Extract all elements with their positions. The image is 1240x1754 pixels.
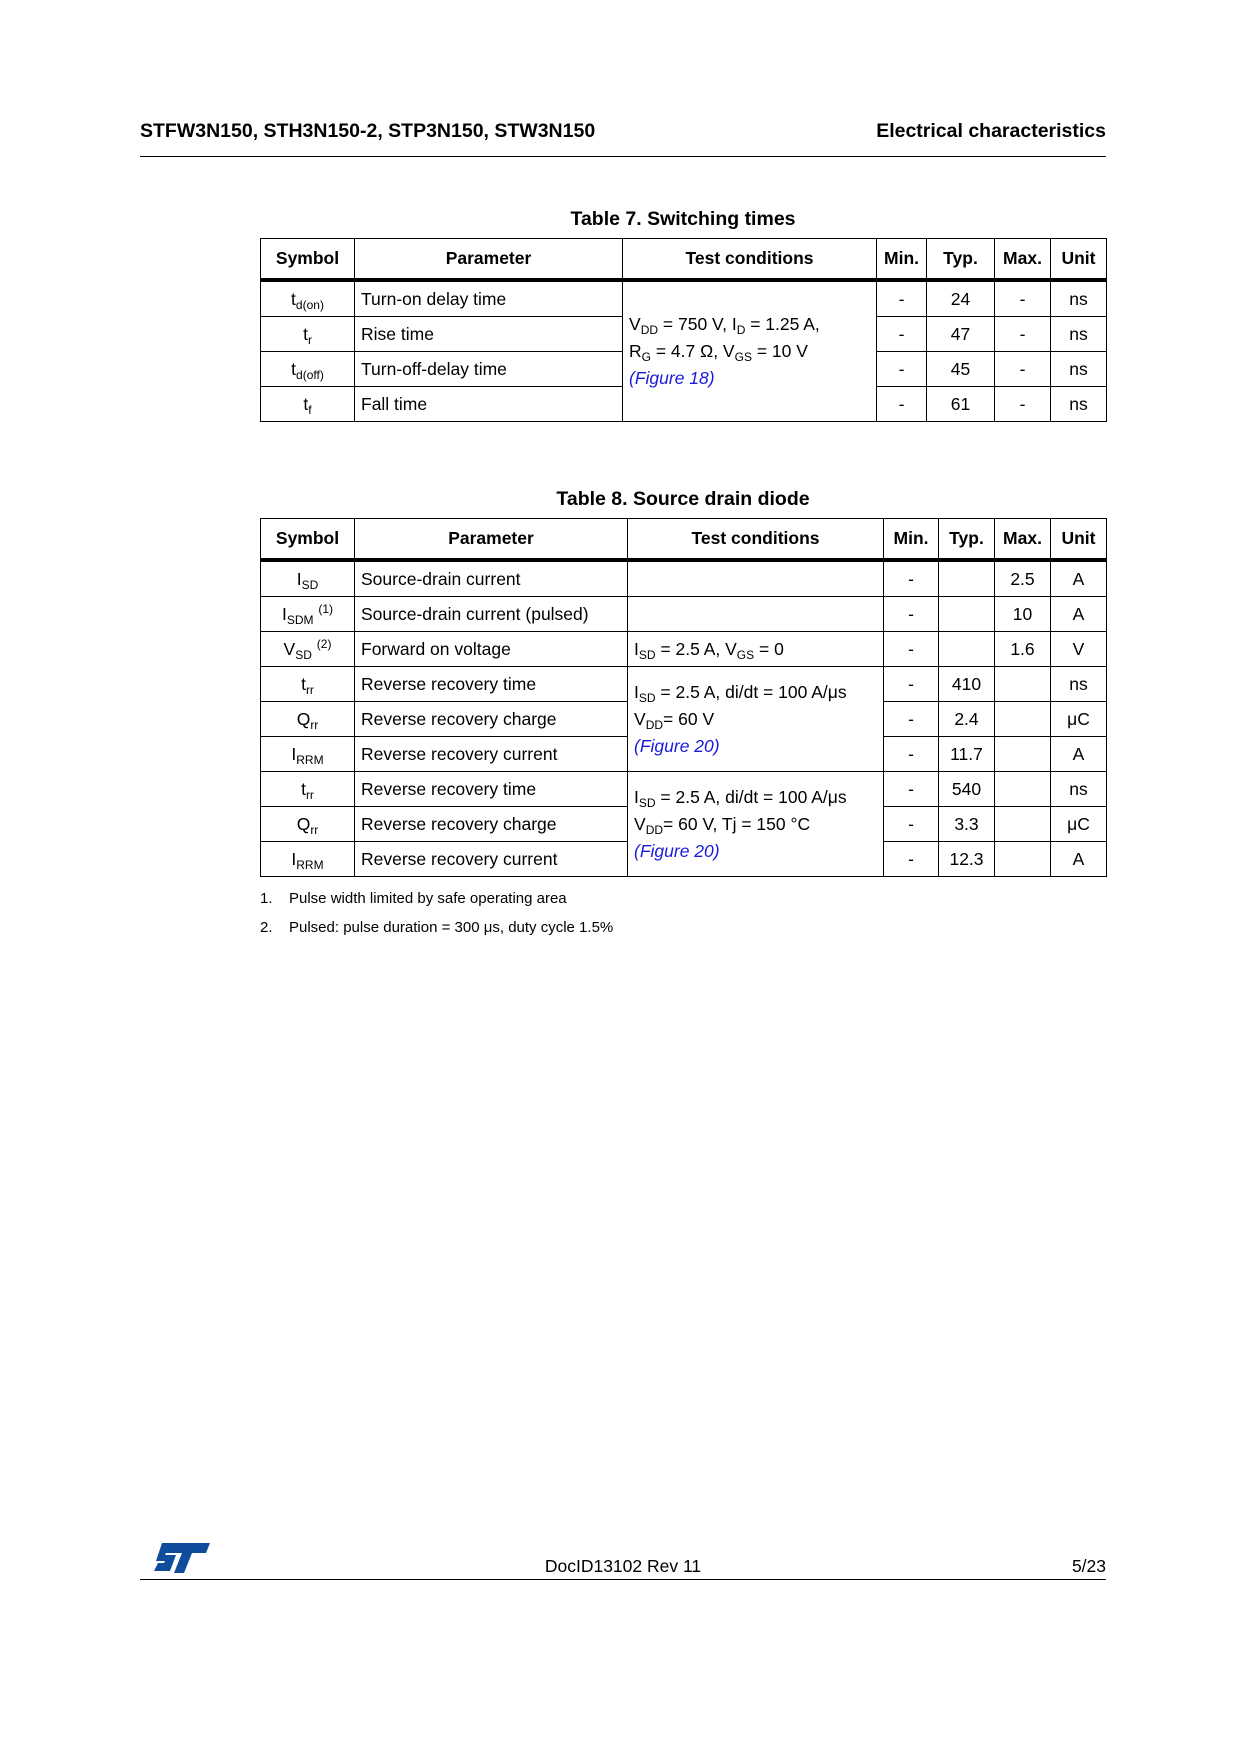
max-cell <box>995 772 1051 807</box>
typ-cell: 2.4 <box>939 702 995 737</box>
col-header: Min. <box>877 239 927 281</box>
unit-cell: ns <box>1051 667 1107 702</box>
unit-cell: A <box>1051 737 1107 772</box>
unit-cell: ns <box>1051 352 1107 387</box>
typ-cell: 410 <box>939 667 995 702</box>
unit-cell: A <box>1051 560 1107 597</box>
col-header: Symbol <box>261 519 355 561</box>
typ-cell: 11.7 <box>939 737 995 772</box>
col-header: Unit <box>1051 239 1107 281</box>
max-cell: - <box>995 280 1051 317</box>
max-cell: - <box>995 387 1051 422</box>
footnote-item: 2. Pulsed: pulse duration = 300 μs, duty cycle 1.5% <box>260 919 614 936</box>
symbol-cell: $I_{RRM}$ <box>261 842 355 877</box>
col-header: Parameter <box>355 239 623 281</box>
parameter-cell: Reverse recovery charge <box>355 702 628 737</box>
symbol-cell: $t_{d(on)}$ <box>261 280 355 317</box>
figure-20-link[interactable]: (Figure 20) <box>634 840 720 861</box>
max-cell <box>995 667 1051 702</box>
parameter-cell: Fall time <box>355 387 623 422</box>
table-row <box>261 560 1107 597</box>
col-header: Typ. <box>927 239 995 281</box>
unit-cell: A <box>1051 842 1107 877</box>
footnote-item: 1. Pulse width limited by safe operating area <box>260 890 567 907</box>
min-cell: - <box>884 597 939 632</box>
table-row <box>261 280 1107 317</box>
max-cell <box>995 842 1051 877</box>
col-header: Typ. <box>939 519 995 561</box>
max-cell <box>995 807 1051 842</box>
unit-cell: ns <box>1051 280 1107 317</box>
symbol-cell: $Q_{rr}$ <box>261 807 355 842</box>
table-row <box>261 667 1107 702</box>
unit-cell: V <box>1051 632 1107 667</box>
page-header <box>140 120 1106 157</box>
symbol-cell: $Q_{rr}$ <box>261 702 355 737</box>
table-row <box>261 772 1107 807</box>
unit-cell: ns <box>1051 772 1107 807</box>
unit-cell: μC <box>1051 807 1107 842</box>
typ-cell <box>939 632 995 667</box>
col-header: Test conditions <box>623 239 877 281</box>
col-header: Max. <box>995 519 1051 561</box>
col-header: Test conditions <box>628 519 884 561</box>
source-drain-diode-table <box>260 518 1107 877</box>
symbol-cell: $V_{SD}$ $^{(2)}$ <box>261 632 355 667</box>
test-conditions-cell: $I_{SD} = 2.5$ A, di/dt = 100 A/μs $V_{DD}= 60$ V, Tj = 150 °C (Figure 20) <box>628 772 884 877</box>
typ-cell: 540 <box>939 772 995 807</box>
parameter-cell: Source-drain current <box>355 560 628 597</box>
test-conditions-cell <box>628 560 884 597</box>
parameter-cell: Reverse recovery time <box>355 772 628 807</box>
min-cell: - <box>877 352 927 387</box>
unit-cell: ns <box>1051 317 1107 352</box>
table-header-row <box>261 519 1107 561</box>
table-footnotes <box>260 890 613 948</box>
min-cell: - <box>884 842 939 877</box>
parameter-cell: Turn-on delay time <box>355 280 623 317</box>
parameter-cell: Reverse recovery time <box>355 667 628 702</box>
col-header: Min. <box>884 519 939 561</box>
symbol-cell: $t_{rr}$ <box>261 667 355 702</box>
header-section-title: Electrical characteristics <box>876 120 1106 142</box>
typ-cell <box>939 560 995 597</box>
col-header: Unit <box>1051 519 1107 561</box>
symbol-cell: $t_{rr}$ <box>261 772 355 807</box>
unit-cell: ns <box>1051 387 1107 422</box>
unit-cell: μC <box>1051 702 1107 737</box>
typ-cell <box>939 597 995 632</box>
table-row <box>261 597 1107 632</box>
test-conditions-cell: $V_{DD} = 750$ V, $I_D = 1.25$ A, $R_G = 4.7$ Ω, $V_{GS} = 10$ V (Figure 18) <box>623 280 877 422</box>
max-cell <box>995 737 1051 772</box>
table7-caption: Table 7. Switching times <box>570 208 796 230</box>
col-header: Symbol <box>261 239 355 281</box>
min-cell: - <box>877 317 927 352</box>
typ-cell: 24 <box>927 280 995 317</box>
symbol-cell: $t_f$ <box>261 387 355 422</box>
figure-20-link[interactable]: (Figure 20) <box>634 735 720 756</box>
symbol-cell: $I_{RRM}$ <box>261 737 355 772</box>
parameter-cell: Source-drain current (pulsed) <box>355 597 628 632</box>
max-cell: - <box>995 317 1051 352</box>
parameter-cell: Rise time <box>355 317 623 352</box>
typ-cell: 47 <box>927 317 995 352</box>
switching-times-table <box>260 238 1107 422</box>
figure-18-link[interactable]: (Figure 18) <box>629 368 715 388</box>
page-number: 5/23 <box>1071 1556 1106 1576</box>
min-cell: - <box>884 702 939 737</box>
test-conditions-cell <box>628 597 884 632</box>
min-cell: - <box>884 632 939 667</box>
parameter-cell: Forward on voltage <box>355 632 628 667</box>
test-conditions-cell: $I_{SD} = 2.5$ A, di/dt = 100 A/μs $V_{DD}= 60$ V (Figure 20) <box>628 667 884 772</box>
doc-id: DocID13102 Rev 11 <box>544 1556 702 1576</box>
symbol-cell: $I_{SDM}$ $^{(1)}$ <box>261 597 355 632</box>
parameter-cell: Reverse recovery current <box>355 842 628 877</box>
symbol-cell: $I_{SD}$ <box>261 560 355 597</box>
parameter-cell: Reverse recovery charge <box>355 807 628 842</box>
min-cell: - <box>884 772 939 807</box>
parameter-cell: Turn-off-delay time <box>355 352 623 387</box>
footnote-ref[interactable]: (2) <box>316 636 332 651</box>
max-cell: 10 <box>995 597 1051 632</box>
symbol-cell: $t_r$ <box>261 317 355 352</box>
table8-caption: Table 8. Source drain diode <box>556 488 810 510</box>
col-header: Parameter <box>355 519 628 561</box>
unit-cell: A <box>1051 597 1107 632</box>
min-cell: - <box>877 387 927 422</box>
min-cell: - <box>884 807 939 842</box>
typ-cell: 12.3 <box>939 842 995 877</box>
min-cell: - <box>884 737 939 772</box>
min-cell: - <box>877 280 927 317</box>
footnote-ref[interactable]: (1) <box>318 601 334 616</box>
max-cell: 1.6 <box>995 632 1051 667</box>
typ-cell: 61 <box>927 387 995 422</box>
parameter-cell: Reverse recovery current <box>355 737 628 772</box>
header-product-list: STFW3N150, STH3N150-2, STP3N150, STW3N150 <box>140 120 596 142</box>
test-conditions-cell: $I_{SD} = 2.5$ A, $V_{GS} = 0$ <box>628 632 884 667</box>
table-row <box>261 632 1107 667</box>
max-cell: - <box>995 352 1051 387</box>
symbol-cell: $t_{d(off)}$ <box>261 352 355 387</box>
min-cell: - <box>884 667 939 702</box>
col-header: Max. <box>995 239 1051 281</box>
max-cell: 2.5 <box>995 560 1051 597</box>
min-cell: - <box>884 560 939 597</box>
max-cell <box>995 702 1051 737</box>
page-footer <box>140 1541 1106 1580</box>
typ-cell: 3.3 <box>939 807 995 842</box>
typ-cell: 45 <box>927 352 995 387</box>
table-header-row <box>261 239 1107 281</box>
